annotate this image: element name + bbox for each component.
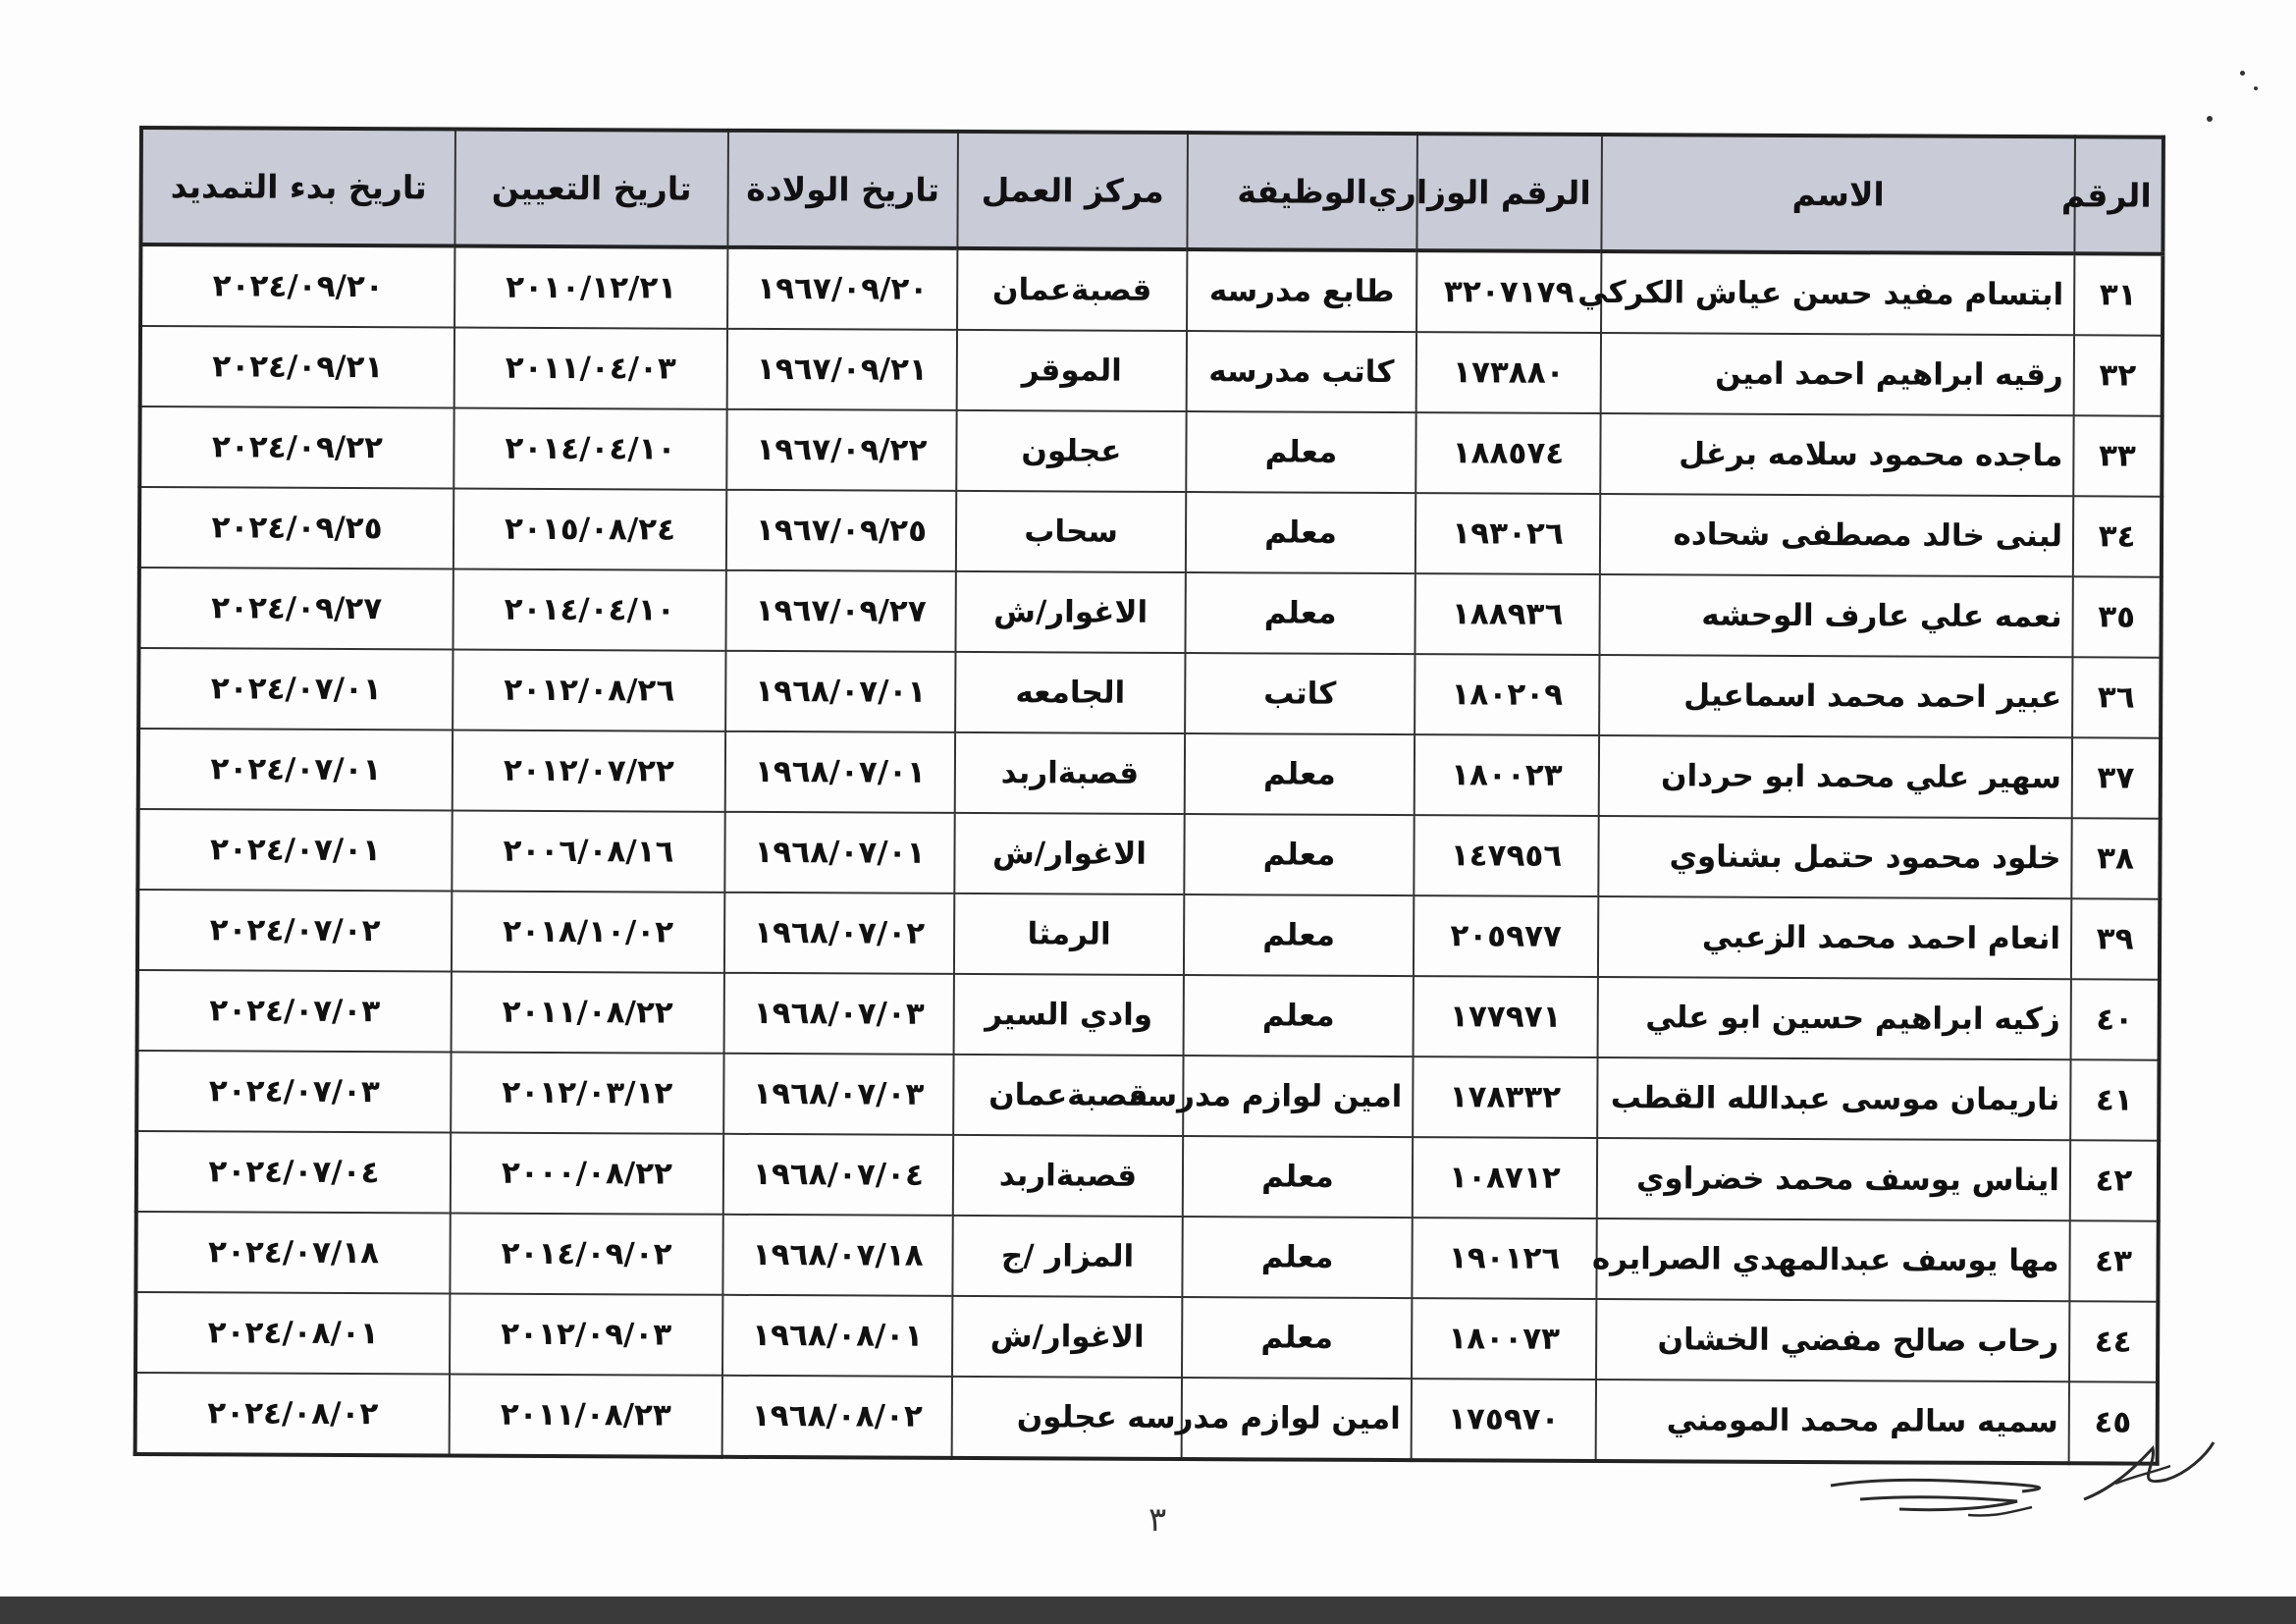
cell-extension-start: ٢٠٢٤/٠٩/٢٢ [139, 406, 454, 489]
cell-name: ماجده محمود سلامه برغل [1600, 413, 2073, 496]
cell-num: ٣٥ [2072, 576, 2161, 657]
table-row [136, 1131, 2159, 1221]
cell-ministry-id: ١٨٠٢٠٩ [1415, 654, 1599, 735]
cell-job: كاتب [1185, 653, 1415, 734]
cell-name: لبنى خالد مصطفى شحاده [1600, 494, 2073, 576]
cell-birth-date: ١٩٦٨/٠٨/٠١ [722, 1295, 952, 1377]
cell-job: معلم [1184, 975, 1414, 1056]
cell-appointment-date: ٢٠٠٠/٠٨/٢٢ [451, 1133, 723, 1215]
cell-birth-date: ١٩٦٨/٠٧/٠١ [725, 651, 955, 732]
cell-work-center: الاغوار/ش [955, 571, 1185, 653]
cell-work-center: الموقر [957, 330, 1187, 411]
cell-extension-start: ٢٠٢٤/٠٧/٠١ [137, 809, 452, 892]
cell-work-center: سحاب [956, 491, 1186, 572]
scan-edge-band [0, 1597, 2296, 1624]
cell-job: معلم [1185, 572, 1415, 654]
cell-num: ٤٥ [2069, 1381, 2158, 1463]
cell-ministry-id: ١٧٥٩٧٠ [1412, 1379, 1596, 1461]
cell-num: ٣٩ [2071, 898, 2160, 979]
cell-name: سميه سالم محمد المومني [1596, 1380, 2069, 1463]
header-work-center: مركز العمل [957, 132, 1188, 249]
cell-ministry-id: ١٩٠١٢٦ [1412, 1218, 1596, 1299]
cell-name: عبير احمد محمد اسماعيل [1599, 655, 2072, 737]
cell-birth-date: ١٩٦٧/٠٩/٢٥ [726, 490, 956, 571]
cell-ministry-id: ١٧٧٩٧١ [1414, 976, 1598, 1057]
scan-speck [2254, 86, 2258, 90]
table-row [139, 487, 2162, 577]
handwritten-signature [1821, 1429, 2233, 1537]
cell-num: ٣٢ [2074, 335, 2163, 415]
cell-appointment-date: ٢٠١٤/٠٤/١٠ [454, 408, 726, 490]
cell-num: ٤٣ [2069, 1220, 2158, 1301]
cell-ministry-id: ١٨٠٠٢٣ [1415, 734, 1599, 816]
cell-ministry-id: ٣٢٠٧١٧٩ [1416, 250, 1601, 333]
cell-name: سهير علي محمد ابو حردان [1599, 735, 2072, 818]
cell-appointment-date: ٢٠١٥/٠٨/٢٤ [454, 489, 726, 570]
cell-ministry-id: ٢٠٥٩٧٧ [1414, 895, 1598, 977]
cell-num: ٣٨ [2071, 818, 2160, 898]
header-ministry-id: الرقم الوزاري [1416, 134, 1602, 251]
cell-extension-start: ٢٠٢٤/٠٧/٠٣ [137, 970, 452, 1053]
header-appointment-date: تاريخ التعيين [454, 130, 728, 247]
cell-name: رحاب صالح مفضي الخشان [1596, 1299, 2069, 1381]
cell-birth-date: ١٩٦٨/٠٧/٠١ [724, 812, 954, 893]
cell-name: ناريمان موسى عبدالله القطب [1597, 1057, 2070, 1140]
cell-extension-start: ٢٠٢٤/٠٧/٠١ [138, 729, 453, 811]
table-header [140, 128, 2163, 254]
cell-num: ٣٦ [2072, 657, 2161, 737]
cell-name: مها يوسف عبدالمهدي الصرايره [1596, 1218, 2069, 1301]
cell-ministry-id: ١٩٣٠٢٦ [1415, 493, 1600, 574]
header-name: الاسم [1601, 135, 2075, 253]
cell-name: رقيه ابراهيم احمد امين [1601, 333, 2074, 415]
cell-birth-date: ١٩٦٨/٠٧/٠١ [725, 731, 955, 813]
cell-extension-start: ٢٠٢٤/٠٧/١٨ [135, 1212, 450, 1294]
cell-extension-start: ٢٠٢٤/٠٩/٢٧ [138, 568, 453, 650]
cell-appointment-date: ٢٠١٢/٠٣/١٢ [451, 1053, 723, 1134]
cell-birth-date: ١٩٦٨/٠٨/٠٢ [722, 1376, 952, 1458]
cell-appointment-date: ٢٠١١/٠٤/٠٣ [454, 328, 727, 409]
cell-num: ٤١ [2070, 1059, 2159, 1140]
cell-job: معلم [1185, 733, 1415, 815]
header-row [140, 128, 2163, 254]
cell-num: ٤٤ [2069, 1301, 2158, 1381]
table-row [138, 648, 2161, 738]
table-row [136, 1051, 2159, 1141]
cell-num: ٣٣ [2073, 415, 2162, 496]
cell-work-center: عجلون [952, 1377, 1182, 1459]
cell-extension-start: ٢٠٢٤/٠٧/٠٢ [137, 890, 452, 972]
table-row [138, 729, 2161, 819]
cell-job: معلم [1186, 411, 1415, 493]
cell-job: معلم [1186, 492, 1415, 573]
cell-birth-date: ١٩٦٨/٠٧/٠٢ [724, 893, 954, 974]
page-number: ٣ [1148, 1500, 1167, 1540]
cell-extension-start: ٢٠٢٤/٠٨/٠١ [135, 1292, 450, 1375]
cell-appointment-date: ٢٠١٤/٠٤/١٠ [453, 569, 725, 651]
table-body [135, 244, 2163, 1464]
cell-job: معلم [1184, 894, 1414, 976]
cell-job: معلم [1183, 1136, 1413, 1218]
table-row [139, 406, 2162, 497]
cell-num: ٤٠ [2071, 979, 2160, 1059]
table-row [137, 809, 2160, 899]
cell-appointment-date: ٢٠١٨/١٠/٠٢ [452, 892, 724, 973]
table-row [137, 890, 2160, 980]
cell-num: ٣٤ [2073, 496, 2162, 576]
employee-extension-table [133, 126, 2165, 1466]
cell-appointment-date: ٢٠١٤/٠٩/٠٢ [450, 1214, 722, 1295]
cell-name: زكيه ابراهيم حسين ابو علي [1598, 977, 2071, 1059]
table-row [135, 1292, 2158, 1382]
cell-num: ٣٧ [2072, 737, 2161, 818]
cell-extension-start: ٢٠٢٤/٠٩/٢١ [140, 326, 454, 408]
cell-extension-start: ٢٠٢٤/٠٧/٠١ [138, 648, 453, 731]
cell-ministry-id: ١٤٧٩٥٦ [1414, 815, 1598, 896]
cell-appointment-date: ٢٠١٢/٠٩/٠٣ [450, 1294, 722, 1376]
cell-extension-start: ٢٠٢٤/٠٨/٠٢ [135, 1373, 450, 1456]
cell-appointment-date: ٢٠١٢/٠٨/٢٦ [453, 650, 725, 731]
header-num: الرقم [2074, 136, 2163, 253]
cell-birth-date: ١٩٦٨/٠٧/٠٤ [723, 1134, 953, 1216]
roster-table-container [133, 126, 2162, 1446]
cell-extension-start: ٢٠٢٤/٠٧/٠٤ [136, 1131, 451, 1214]
cell-job: طابع مدرسه [1187, 249, 1416, 332]
cell-birth-date: ١٩٦٨/٠٧/١٨ [722, 1215, 952, 1296]
header-extension-start: تاريخ بدء التمديد [140, 128, 455, 246]
cell-extension-start: ٢٠٢٤/٠٩/٢٥ [139, 487, 454, 569]
cell-num: ٤٢ [2070, 1140, 2159, 1220]
cell-job: معلم [1182, 1297, 1412, 1379]
table-row [137, 970, 2160, 1060]
cell-birth-date: ١٩٦٧/٠٩/٢٠ [727, 247, 957, 330]
cell-work-center: قصبةعمان [957, 248, 1187, 331]
cell-birth-date: ١٩٦٧/٠٩/٢٧ [725, 570, 955, 652]
cell-work-center: قصبةعمان [953, 1055, 1183, 1136]
header-job: الوظيفة [1187, 133, 1417, 250]
cell-ministry-id: ١٨٠٠٧٣ [1412, 1298, 1596, 1380]
cell-appointment-date: ٢٠١١/٠٨/٢٢ [452, 972, 724, 1054]
cell-birth-date: ١٩٦٧/٠٩/٢١ [727, 329, 957, 410]
scan-speck [2207, 116, 2213, 122]
cell-work-center: وادي السير [954, 974, 1184, 1056]
cell-name: ابتسام مفيد حسن عياش الكركي [1601, 251, 2074, 335]
cell-ministry-id: ١٨٨٥٧٤ [1415, 412, 1600, 494]
table-row [140, 326, 2163, 416]
cell-extension-start: ٢٠٢٤/٠٧/٠٣ [136, 1051, 451, 1133]
cell-appointment-date: ٢٠١٢/٠٧/٢٢ [453, 731, 725, 812]
cell-work-center: المزار /ج [952, 1216, 1182, 1297]
table-row [138, 568, 2161, 658]
cell-job: امين لوازم مدرسه [1182, 1378, 1412, 1460]
header-birth-date: تاريخ الولادة [727, 131, 958, 248]
cell-name: انعام احمد محمد الزعبي [1598, 896, 2071, 979]
table-row [140, 244, 2163, 336]
cell-birth-date: ١٩٦٨/٠٧/٠٣ [724, 973, 954, 1055]
cell-work-center: الاغوار/ش [954, 813, 1184, 894]
cell-work-center: قصبةاربد [953, 1135, 1183, 1217]
cell-appointment-date: ٢٠١١/٠٨/٢٣ [450, 1375, 722, 1457]
cell-job: كاتب مدرسه [1187, 331, 1416, 412]
cell-birth-date: ١٩٦٨/٠٧/٠٣ [723, 1054, 953, 1135]
cell-work-center: الاغوار/ش [952, 1296, 1182, 1378]
cell-birth-date: ١٩٦٧/٠٩/٢٢ [726, 409, 956, 491]
cell-ministry-id: ١٧٨٣٣٢ [1413, 1056, 1597, 1138]
cell-work-center: الرمثا [954, 893, 1184, 975]
cell-job: معلم [1182, 1217, 1412, 1298]
cell-extension-start: ٢٠٢٤/٠٩/٢٠ [140, 244, 454, 328]
cell-num: ٣١ [2074, 253, 2163, 335]
cell-ministry-id: ١٧٣٨٨٠ [1416, 332, 1601, 413]
cell-appointment-date: ٢٠١٠/١٢/٢١ [454, 246, 727, 329]
cell-work-center: عجلون [956, 410, 1186, 492]
cell-appointment-date: ٢٠٠٦/٠٨/١٦ [452, 811, 724, 893]
cell-ministry-id: ١٨٨٩٣٦ [1415, 573, 1599, 655]
cell-ministry-id: ١٠٨٧١٢ [1413, 1137, 1597, 1218]
cell-job: معلم [1184, 814, 1414, 895]
cell-work-center: قصبةاربد [955, 732, 1185, 814]
cell-name: خلود محمود حتمل بشناوي [1598, 816, 2071, 898]
cell-name: ايناس يوسف محمد خضراوي [1597, 1138, 2070, 1220]
cell-work-center: الجامعه [955, 652, 1185, 733]
table-row [135, 1212, 2158, 1302]
scan-speck [2240, 71, 2245, 76]
cell-job: امين لوازم مدرسه [1183, 1056, 1413, 1137]
cell-name: نعمه علي عارف الوحشه [1599, 574, 2072, 657]
